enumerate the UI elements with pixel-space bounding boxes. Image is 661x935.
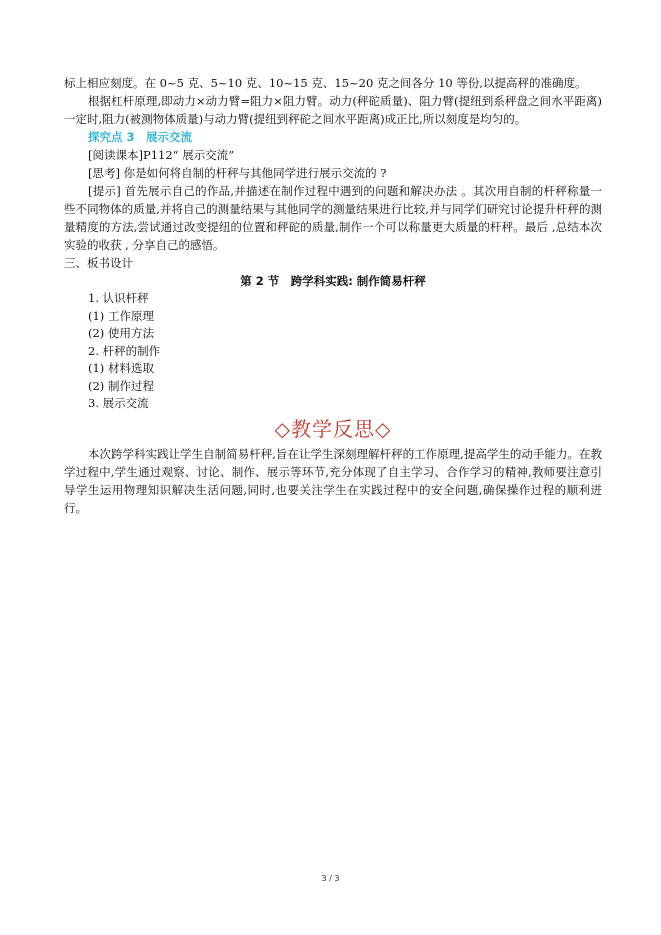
paragraph-scale-marking: 标上相应刻度。在 0~5 克、5~10 克、10~15 克、15~20 克之间各分 10 等份,以提高秤的准确度。: [64, 76, 587, 90]
board-item: 2. 杆秤的制作: [88, 343, 161, 358]
section-board-design: 三、板书设计: [64, 256, 133, 270]
board-item: (2) 使用方法: [88, 326, 154, 340]
board-item: 1. 认识杆秤: [88, 291, 149, 305]
read-textbook-line: [阅读课本]P112“ 展示交流”: [88, 148, 235, 162]
board-item: (1) 材料选取: [88, 361, 154, 375]
board-item: (1) 工作原理: [88, 308, 154, 323]
page-number: 3 / 3: [321, 874, 340, 883]
board-title: 第 2 节 跨学科实践: 制作简易杆秤: [240, 274, 426, 288]
paragraph-lever-principle: 根据杠杆原理,即动力×动力臂=阻力×阻力臂。动力(秤砣质量)、阻力臂(提纽到系秤盘之间水平距离)一定时,阻力(被测物体质量)与动力臂(提纽到秤砣之间水平距离)成正比,所以刻度是均匀的。: [64, 94, 602, 126]
hint-paragraph: [提示] 首先展示自己的作品,并描述在制作过程中遇到的问题和解决办法 。其次用自制的杆秤称量一些不同物体的质量,并将自己的测量结果与其他同学的测量结果进行比较,并与同学们研究讨论提升杆秤的测量精度的方法,尝试通过改变提纽的位置和秤砣的质量,制作一个可以称量更大质量的杆秤。最后 ,总结本次实验的收获 , 分享自己的感悟。: [64, 184, 602, 252]
board-item: 3. 展示交流: [88, 396, 149, 410]
board-item: (2) 制作过程: [88, 378, 154, 393]
think-question-line: [思考] 你是如何将自制的杆秤与其他同学进行展示交流的 ?: [88, 166, 387, 180]
teaching-reflection-title: ◇教学反思◇: [274, 416, 392, 441]
teaching-reflection-text: 本次跨学科实践让学生自制简易杆秤,旨在让学生深刻理解杆秤的工作原理,提高学生的动手能力。在教学过程中,学生通过观察、讨论、制作、展示等环节,充分体现了自主学习、合作学习的精神,教师要注意引导学生运用物理知识解决生活问题,同时,也要关注学生在实践过程中的安全问题,确保操作过程的顺利进行。: [64, 446, 602, 515]
content-area: [64, 74, 602, 517]
heading-explore-point-3: 探究点 3 展示交流: [88, 130, 193, 144]
